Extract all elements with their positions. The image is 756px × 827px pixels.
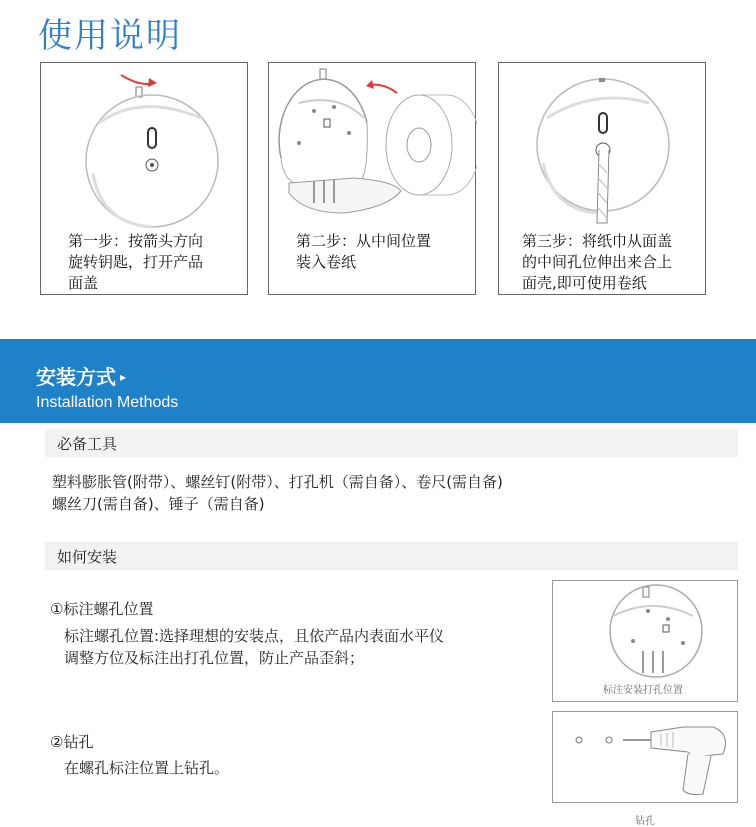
step-3-card [498,62,706,295]
how-item-1-body-line-2: 调整方位及标注出打孔位置，防止产品歪斜； [64,649,365,667]
step-3-caption-line-3: 面壳,即可使用卷纸 [522,274,647,292]
how-item-2-body-line-1: 在螺孔标注位置上钻孔。 [64,759,230,777]
tools-section-title: 必备工具 [57,435,118,453]
how-item-1-body-line-1: 标注螺孔位置:选择理想的安装点，且依产品内表面水平仪 [64,627,445,645]
how-item-2-title: ②钻孔 [50,733,94,751]
how-section-title: 如何安装 [57,548,118,566]
page-title: 使用说明 [38,16,182,56]
drill-illustration [553,712,739,804]
how-section-header [45,542,738,570]
step-2-caption-line-1: 第二步：从中间位置 [296,232,432,250]
drill-caption: 钻孔 [635,816,655,827]
how-item-1-title: ①标注螺孔位置 [50,600,154,618]
tools-section-header [45,429,738,457]
step-2-caption-line-2: 装入卷纸 [296,253,357,271]
step-1-caption-line-1: 第一步：按箭头方向 [68,232,204,250]
tools-line-1: 塑料膨胀管(附带）、螺丝钉(附带）、打孔机（需自备）、卷尺(需自备) [52,473,503,491]
step-1-caption-line-3: 面盖 [68,274,99,292]
mark-holes-caption: 标注安装打孔位置 [603,685,683,696]
installation-banner [0,339,756,423]
step-3-caption-line-2: 的中间孔位伸出来合上 [522,253,673,271]
banner-title-cn: 安装方式 [36,365,116,389]
step-3-caption-line-1: 第三步：将纸巾从面盖 [522,232,673,250]
step-2-card [268,62,476,295]
banner-arrow-icon: ▸ [120,370,127,384]
step-1-caption-line-2: 旋转钥匙，打开产品 [68,253,204,271]
banner-title-en: Installation Methods [36,394,179,411]
drill-image [552,711,738,827]
step-1-card [40,62,248,295]
tools-line-2: 螺丝刀(需自备)、锤子（需自备) [52,495,265,513]
mark-holes-image [552,580,738,702]
banner-title-cn-wrapper [36,361,126,390]
